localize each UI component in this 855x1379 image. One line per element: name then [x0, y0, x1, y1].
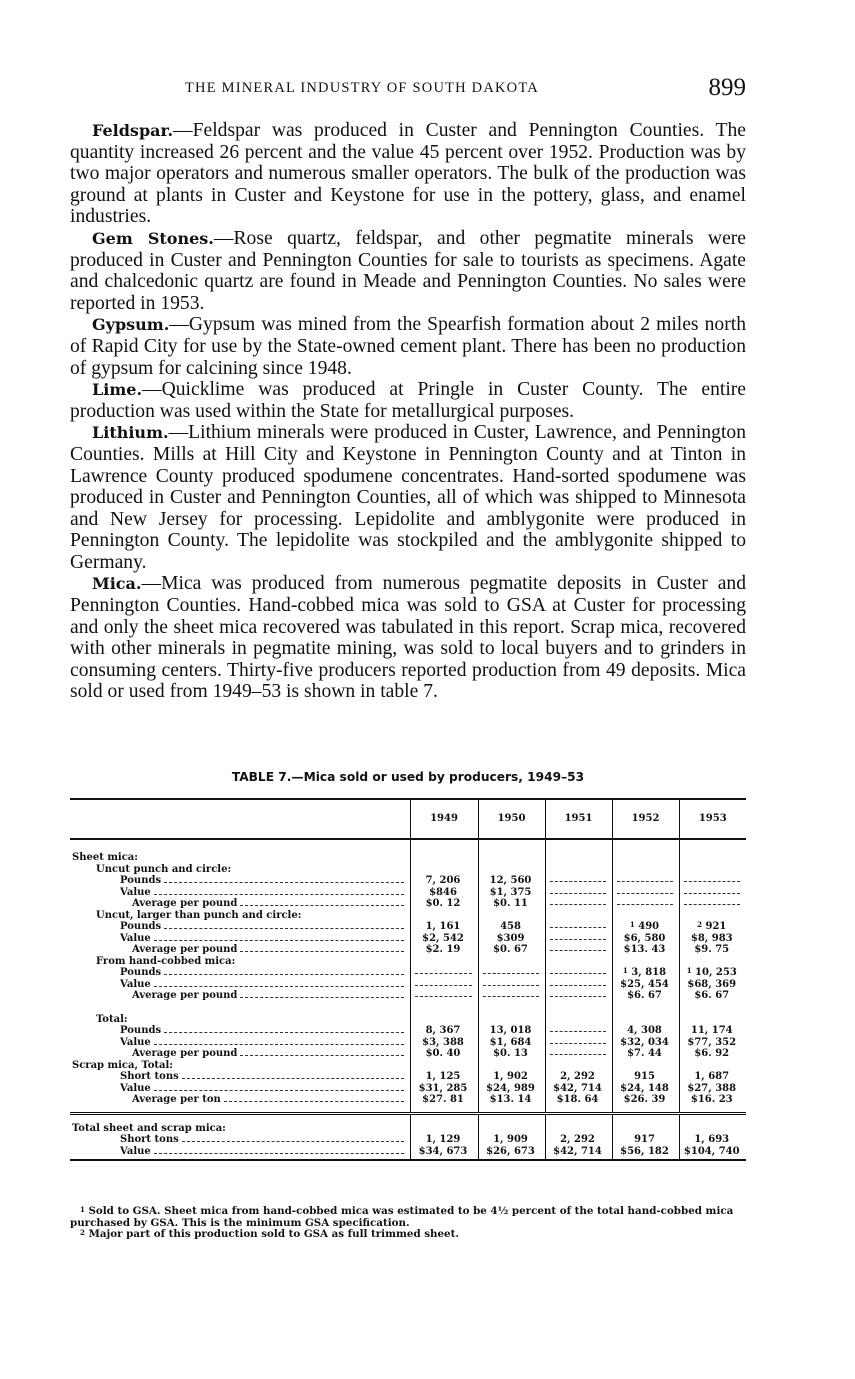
running-head: THE MINERAL INDUSTRY OF SOUTH DAKOTA	[185, 80, 539, 96]
table-cell: $309	[478, 933, 545, 945]
table-cell: 7, 206	[410, 875, 478, 887]
table-cell: $1, 684	[478, 1037, 545, 1049]
table-cell: 490	[638, 921, 660, 932]
table-cell: $25, 454	[612, 979, 679, 991]
table-cell: $42, 714	[545, 1146, 612, 1161]
table-cell: $32, 034	[612, 1037, 679, 1049]
table-cell: 8, 367	[410, 1025, 478, 1037]
table-cell: 2, 292	[545, 1071, 612, 1083]
table-row	[70, 1037, 746, 1049]
footnote	[70, 1206, 746, 1229]
table-cell: 915	[612, 1071, 679, 1083]
table-cell: $27, 388	[679, 1083, 746, 1095]
table-row	[70, 1048, 746, 1060]
table-row	[70, 933, 746, 945]
table-cell: $1, 375	[478, 887, 545, 899]
column-header-year: 1953	[679, 799, 746, 839]
row-label: Value	[120, 1082, 151, 1094]
row-label: Scrap mica, Total:	[72, 1059, 173, 1071]
table-cell: 1, 693	[679, 1134, 746, 1146]
paragraph-text: —Gypsum was mined from the Spearfish formation about 2 miles north of Rapid City for use by the State-owned cement plant. There has been no production of gypsum for calcining since 1948.	[70, 314, 746, 379]
row-label: Value	[120, 886, 151, 898]
row-label: Pounds	[120, 1025, 162, 1036]
footnote-mark: 1	[686, 967, 692, 975]
row-label: Average per pound	[132, 1048, 238, 1059]
table-cell: $6. 67	[679, 990, 746, 1002]
table-title: TABLE 7.—Mica sold or used by producers, 1949–53	[231, 770, 585, 784]
row-label: Pounds	[120, 967, 162, 978]
column-header-label	[70, 799, 410, 839]
table-row-section	[70, 839, 746, 864]
footnote-mark: 1	[629, 921, 635, 929]
table-row-section	[70, 1014, 746, 1026]
table-cell: $2. 19	[410, 944, 478, 956]
table-cell: $0. 11	[478, 898, 545, 910]
table-cell: 2, 292	[545, 1134, 612, 1146]
paragraph-lead: Lithium.	[92, 423, 169, 443]
paragraph-lead: Lime.	[92, 380, 143, 400]
footnote-mark: 2	[697, 921, 702, 929]
paragraph-text: —Rose quartz, feldspar, and other pegmatite minerals were produced in Custer and Pennington Counties for sale to tourists as specimens. Agate and chalcedonic quartz are found in Meade and Pennington Counties. No sales were reported in 1953.	[70, 227, 746, 314]
column-header-year: 1949	[410, 799, 478, 839]
row-label: From hand-cobbed mica:	[96, 955, 236, 967]
table-cell: 917	[612, 1134, 679, 1146]
table-row	[70, 898, 746, 910]
paragraph-text: —Feldspar was produced in Custer and Pennington Counties. The quantity increased 26 percent and the value 45 percent over 1952. Production was by two major operators and numerous smaller operators. The bulk of the production was ground at plants in Custer and Keystone for use in the pottery, glass, and enamel industries.	[70, 120, 746, 228]
column-header-year: 1951	[545, 799, 612, 839]
table-row-section	[70, 1060, 746, 1072]
footnotes	[70, 1206, 746, 1241]
table-cell: 11, 174	[679, 1025, 746, 1037]
table-cell: $13. 14	[478, 1094, 545, 1113]
table-cell: $34, 673	[410, 1146, 478, 1161]
table-cell: $9. 75	[679, 944, 746, 956]
row-label: Uncut, larger than punch and circle:	[96, 909, 302, 921]
table-row	[70, 967, 746, 979]
row-label: Value	[120, 978, 151, 990]
table-cell: $56, 182	[612, 1146, 679, 1161]
table-cell: $0. 13	[478, 1048, 545, 1060]
table-cell: $18. 64	[545, 1094, 612, 1113]
table-row	[70, 944, 746, 956]
table-cell: 458	[478, 921, 545, 933]
row-label: Sheet mica:	[72, 852, 138, 863]
table-cell: $0. 12	[410, 898, 478, 910]
table-cell: 12, 560	[478, 875, 545, 887]
table-cell: $0. 67	[478, 944, 545, 956]
row-label: Short tons	[120, 1071, 179, 1082]
paragraph-lead: Mica.	[92, 574, 142, 594]
table-row	[70, 1134, 746, 1146]
row-label: Average per pound	[132, 990, 238, 1001]
row-label: Total sheet and scrap mica:	[72, 1122, 226, 1134]
table-cell: 1, 909	[478, 1134, 545, 1146]
page-number: 899	[708, 74, 746, 101]
row-label: Average per pound	[132, 898, 238, 909]
table-cell: $2, 542	[410, 933, 478, 945]
mica-table	[70, 798, 746, 1161]
table-cell: 4, 308	[612, 1025, 679, 1037]
paragraph-text: —Quicklime was produced at Pringle in Custer County. The entire production was used within the State for metallurgical purposes.	[70, 379, 746, 422]
body-text	[70, 120, 746, 703]
table-cell: 1, 902	[478, 1071, 545, 1083]
row-label: Pounds	[120, 921, 162, 932]
table-cell: $26, 673	[478, 1146, 545, 1161]
table-cell: 13, 018	[478, 1025, 545, 1037]
footnote-text: Sold to GSA. Sheet mica from hand-cobbed mica was estimated to be 4½ percent of the total hand-cobbed mica purchased by GSA. This is the minimum GSA specification.	[70, 1205, 734, 1229]
table-cell: $77, 352	[679, 1037, 746, 1049]
paragraph-text: —Lithium minerals were produced in Custer, Lawrence, and Pennington Counties. Mills at Hill City and Keystone in Pennington County and at Tinton in Lawrence County produced spodumene concentrates. Hand-sorted spodumene was produced in Custer and Pennington Counties, all of which was shipped to Minnesota and New Jersey for processing. Lepidolite and amblygonite were produced in Pennington County. The lepidolite was stockpiled and the amblygonite shipped to Germany.	[70, 422, 746, 573]
row-label: Average per ton	[132, 1094, 221, 1105]
row-label: Pounds	[120, 875, 162, 886]
table-cell: $26. 39	[612, 1094, 679, 1113]
paragraph-gem-stones	[70, 228, 746, 314]
row-label: Short tons	[120, 1134, 179, 1145]
table-cell: $3, 388	[410, 1037, 478, 1049]
table-cell: $6. 92	[679, 1048, 746, 1060]
table-row	[70, 921, 746, 933]
paragraph-lithium	[70, 422, 746, 573]
table-cell: $68, 369	[679, 979, 746, 991]
paragraph-text: —Mica was produced from numerous pegmatite deposits in Custer and Pennington Counties. Hand-cobbed mica was sold to GSA at Custer for processing and only the sheet mica recovered was tabulated in this report. Scrap mica, recovered with other minerals in pegmatite mining, was sold to local buyers and to grinders in consuming centers. Thirty-five producers reported production from 49 deposits. Mica sold or used from 1949–53 is shown in table 7.	[70, 573, 746, 703]
table-row	[70, 1146, 746, 1161]
paragraph-lead: Gem Stones.	[92, 228, 214, 248]
table-cell: $27. 81	[410, 1094, 478, 1113]
paragraph-lead: Feldspar.	[92, 121, 174, 140]
paragraph-mica	[70, 573, 746, 703]
table-cell: $42, 714	[545, 1083, 612, 1095]
footnote-mark: 2	[80, 1228, 85, 1237]
page-header	[70, 76, 746, 102]
table-cell: $6. 67	[612, 990, 679, 1002]
footnote-mark: 1	[80, 1205, 85, 1214]
row-label: Value	[120, 932, 151, 944]
table-cell: 10, 253	[695, 967, 737, 978]
table-cell: $104, 740	[679, 1146, 746, 1161]
column-header-year: 1950	[478, 799, 545, 839]
table-row	[70, 1083, 746, 1095]
table-cell: 1, 125	[410, 1071, 478, 1083]
table-cell: $6, 580	[612, 933, 679, 945]
table-cell: $0. 40	[410, 1048, 478, 1060]
footnote-mark: 1	[622, 967, 628, 975]
table-row	[70, 887, 746, 899]
paragraph-feldspar	[70, 120, 746, 228]
table-row-section	[70, 956, 746, 968]
column-header-year: 1952	[612, 799, 679, 839]
row-label: Value	[120, 1145, 151, 1157]
table-cell: 1, 687	[679, 1071, 746, 1083]
table-row-section	[70, 864, 746, 876]
row-label: Total:	[96, 1013, 128, 1025]
paragraph-lead: Gypsum.	[92, 315, 170, 335]
table-row	[70, 1094, 746, 1113]
table-cell: $7. 44	[612, 1048, 679, 1060]
table-cell: 3, 818	[631, 967, 667, 978]
table-row	[70, 979, 746, 991]
row-label: Value	[120, 1036, 151, 1048]
table-header-row	[70, 799, 746, 839]
table-row	[70, 1071, 746, 1083]
table-cell: $31, 285	[410, 1083, 478, 1095]
table-cell: $24, 148	[612, 1083, 679, 1095]
row-label: Average per pound	[132, 944, 238, 955]
table-cell: $13. 43	[612, 944, 679, 956]
table-cell: 921	[705, 921, 727, 932]
table-cell: $16. 23	[679, 1094, 746, 1113]
table-cell: $8, 983	[679, 933, 746, 945]
row-label: Uncut punch and circle:	[96, 863, 232, 875]
table-row	[70, 1025, 746, 1037]
footnote-text: Major part of this production sold to GSA as full trimmed sheet.	[88, 1228, 459, 1240]
table-cell: $24, 989	[478, 1083, 545, 1095]
table-cell: 1, 161	[410, 921, 478, 933]
footnote	[70, 1229, 746, 1241]
table-row	[70, 875, 746, 887]
table-row	[70, 990, 746, 1002]
paragraph-gypsum	[70, 314, 746, 379]
table-cell: 1, 129	[410, 1134, 478, 1146]
paragraph-lime	[70, 379, 746, 422]
table-row-section	[70, 910, 746, 922]
table-row-section	[70, 1113, 746, 1134]
table-cell: $846	[410, 887, 478, 899]
